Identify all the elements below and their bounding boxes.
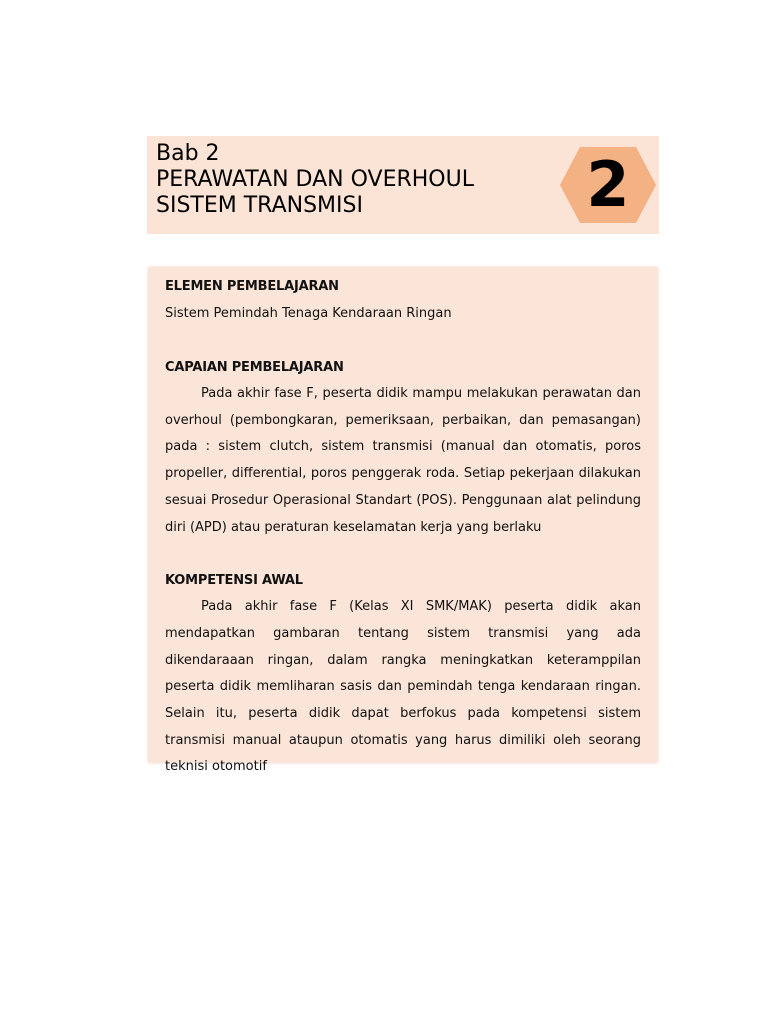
chapter-title-line-1: PERAWATAN DAN OVERHOUL xyxy=(156,167,474,192)
section-heading-capaian: CAPAIAN PEMBELAJARAN xyxy=(165,360,344,375)
section-text-elemen: Sistem Pemindah Tenaga Kendaraan Ringan xyxy=(165,306,452,321)
chapter-label: Bab 2 xyxy=(156,141,220,166)
chapter-title-block xyxy=(156,141,474,219)
section-text-kompetensi: Pada akhir fase F (Kelas XI SMK/MAK) peserta didik akan mendapatkan gambaran tentang sistem transmisi yang ada dikendaraaan ringan, dalam rangka meningkatkan keteramppilan peserta didik memliharan sasis dan pemindah tenga kendaraan ringan. Selain itu, peserta didik dapat berfokus pada kompetensi sistem transmisi manual ataupun otomatis yang harus dimiliki oleh seorang teknisi otomotif xyxy=(165,599,641,775)
learning-info-card xyxy=(149,268,657,775)
section-heading-kompetensi: KOMPETENSI AWAL xyxy=(165,573,303,589)
section-heading-elemen: ELEMEN PEMBELAJARAN xyxy=(165,279,339,294)
chapter-number: 2 xyxy=(586,148,630,221)
chapter-number-badge xyxy=(560,147,656,223)
section-text-capaian: Pada akhir fase F, peserta didik mampu melakukan perawatan dan overhoul (pembongkaran, pemeriksaan, perbaikan, dan pemasangan) pada : sistem clutch, sistem transmisi (manual dan otomatis, poros propeller, differential, poros penggerak roda. Setiap pekerjaan dilakukan sesuai Prosedur Operasional Standart (POS). Penggunaan alat pelindung diri (APD) atau peraturan keselamatan kerja yang berlaku xyxy=(165,386,641,535)
chapter-header xyxy=(147,136,659,234)
chapter-title-line-2: SISTEM TRANSMISI xyxy=(156,193,363,218)
